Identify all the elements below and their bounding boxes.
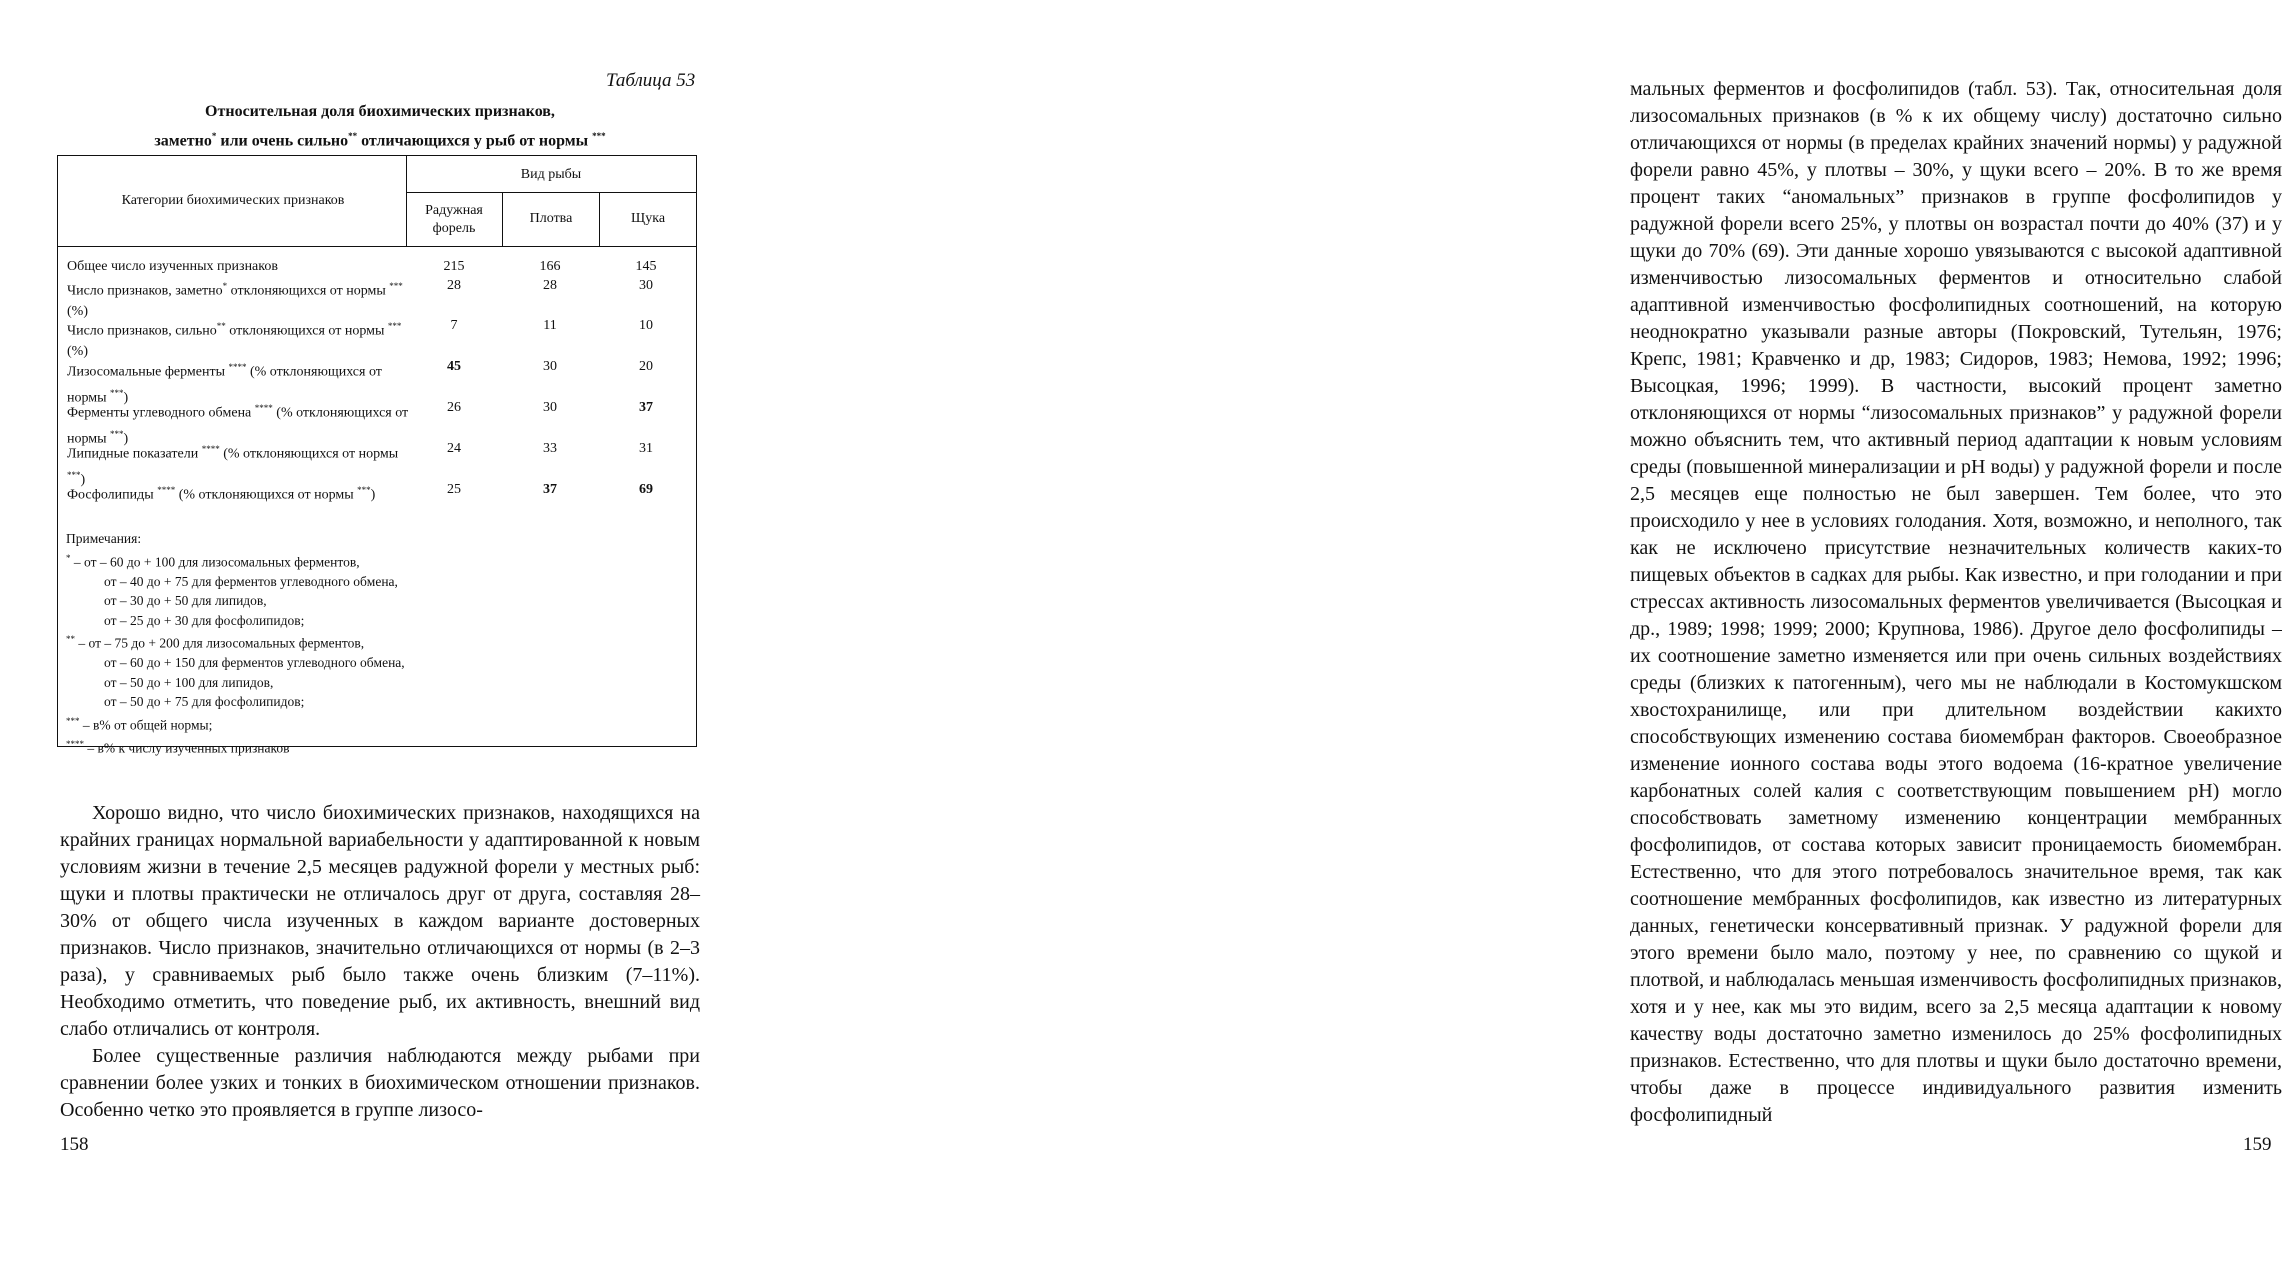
cell: 37 — [543, 482, 557, 497]
note-line: от – 50 до + 100 для липидов, — [104, 674, 274, 690]
cell: 33 — [543, 441, 557, 456]
cell: 145 — [635, 259, 657, 274]
table-notes — [66, 529, 405, 758]
right-page — [800, 0, 2282, 1269]
table-title-line-2: заметно* или очень сильно** отличающихся у рыб от нормы *** — [154, 131, 606, 150]
note-line: **** – в% к числу изученных признаков — [66, 738, 290, 755]
page-number: 158 — [60, 1134, 89, 1155]
cell: 30 — [639, 278, 653, 293]
row-label: Липидные показатели **** (% отклоняющихся от нормы ***) — [67, 444, 399, 488]
cell: 37 — [639, 400, 653, 415]
note-line: от – 50 до + 75 для фосфолипидов; — [104, 694, 305, 709]
cell: 28 — [447, 278, 461, 293]
row-label: Число признаков, заметно* отклоняющихся от нормы *** (%) — [67, 281, 403, 319]
paragraph: мальных ферментов и фосфолипидов (табл. 53). Так, относительная доля лизосомальных признаков (в % к их общему числу) достаточно сильно отличающихся от нормы (в пределах крайних значений нормы) у радужной форели равно 45%, у плотвы – 30%, у щуки всего – 20%. В то же время процент таких “аномальных” признаков в группе фосфолипидов у радужной форели всего 25%, у плотвы он возрастал почти до 40% (37) и у щуки до 70% (69). Эти данные хорошо увязываются с высокой адаптивной изменчивостью лизосомальных ферментов и относительно слабой адаптивной изменчивостью фосфолипидных соотношений, на которую неоднократно указывали разные авторы (Покровский, Тутельян, 1976; Крепс, 1981; Кравченко и др, 1983; Сидоров, 1983; Немова, 1992; 1996; Высоцкая, 1996; 1999). В частности, высокий процент заметно отклоняющихся от нормы “лизосомальных признаков” у радужной форели можно объяснить тем, что активный период адаптации к новым условиям среды (повышенной минерализации и рН воды) у радужной форели и после 2,5 месяцев еще полностью не был завершен. Тем более, что это происходило у нее в условиях голодания. Хотя, возможно, и неполного, так как не исключено присутствие незначительных количеств каких-то пищевых объектов в садках для рыбы. Как известно, и при голодании и при стрессах активность лизосомальных ферментов увеличивается (Высоцкая и др., 1989; 1998; 1999; 2000; Крупнова, 1986). Другое дело фосфолипиды – их соотношение заметно изменяется или при очень сильных воздействиях среды (близких к патогенным), чего мы не наблюдали в Костомукшском хвостохранилище, или при длительном воздействии какихто способствующих изменению состава биомембран факторов. Своеобразное изменение ионного состава воды этого водоема (16-кратное увеличение карбонатных солей калия с соответствующим повышением рН) могло способствовать заметному изменению концентрации мембранных фосфолипидов, от состава которых зависит проницаемость биомембран. Естественно, что для этого потребовалось значительное время, так как соотношение мембранных фосфолипидов, как известно из литературных данных, генетически консервативный признак. У радужной форели для этого времени было мало, поэтому у нее, по сравнению со щукой и плотвой, и наблюдалась меньшая изменчивость фосфолипидных признаков, хотя и у нее, как мы это видим, всего за 2,5 месяца адаптации к новому качеству воды достаточно заметно изменилось до 25% фосфолипидных признаков. Естественно, что для плотвы и щуки было достаточно времени, чтобы даже в процессе индивидуального развития изменить фосфолипидный — [1630, 78, 2282, 1126]
header-rainbow-trout: Радужная форель — [425, 203, 483, 236]
body-text-left — [60, 800, 700, 1124]
row-label: Фосфолипиды **** (% отклоняющихся от нормы ***) — [67, 485, 376, 503]
note-line: от – 40 до + 75 для ферментов углеводного обмена, — [104, 573, 398, 589]
cell: 11 — [543, 318, 557, 333]
body-text-right — [1630, 76, 2282, 1129]
cell: 20 — [639, 359, 653, 374]
row-label: Общее число изученных признаков — [67, 259, 278, 274]
cell: 28 — [543, 278, 557, 293]
header-category: Категории биохимических признаков — [121, 193, 345, 208]
cell: 69 — [639, 482, 653, 497]
cell: 45 — [447, 359, 461, 374]
page-number: 159 — [2243, 1134, 2272, 1155]
note-line: *** – в% от общей нормы; — [66, 715, 213, 732]
header-roach: Плотва — [529, 211, 573, 226]
table-label: Таблица 53 — [606, 70, 696, 91]
cell: 30 — [543, 359, 557, 374]
cell: 24 — [447, 441, 461, 456]
row-label: Ферменты углеводного обмена **** (% отклоняющихся от нормы ***) — [67, 403, 409, 447]
notes-title: Примечания: — [66, 531, 142, 546]
header-pike: Щука — [630, 211, 666, 226]
data-table — [57, 155, 697, 755]
table-row — [58, 480, 696, 520]
cell: 10 — [639, 318, 653, 333]
cell: 166 — [539, 259, 561, 274]
cell: 30 — [543, 400, 557, 415]
left-page — [0, 0, 790, 1269]
row-label: Число признаков, сильно** отклоняющихся от нормы *** (%) — [67, 321, 402, 359]
note-line: * – от – 60 до + 100 для лизосомальных ферментов, — [66, 552, 360, 569]
table-title — [60, 100, 700, 153]
header-fish-species: Вид рыбы — [520, 167, 582, 182]
note-line: от – 60 до + 150 для ферментов углеводного обмена, — [104, 655, 405, 670]
table-title-line-1: Относительная доля биохимических признаков, — [205, 103, 555, 120]
table-row — [58, 398, 696, 447]
note-line: от – 30 до + 50 для липидов, — [104, 593, 267, 608]
table-row — [58, 357, 696, 406]
cell: 26 — [447, 400, 461, 415]
cell: 25 — [447, 482, 461, 497]
paragraph: Хорошо видно, что число биохимических признаков, находящихся на крайних границах нормальной вариабельности у адаптированной к новым условиям жизни в течение 2,5 месяцев радужной форели у местных рыб: щуки и плотвы практически не отличалось друг от друга, составляя 28–30% от общего числа изученных в каждом варианте достоверных признаков. Число признаков, значительно отличающихся от нормы (в 2–3 раза), у сравниваемых рыб было также очень близким (7–11%). Необходимо отметить, что поведение рыб, их активность, внешний вид слабо отличались от контроля. — [60, 802, 700, 1040]
note-line: ** – от – 75 до + 200 для лизосомальных ферментов, — [66, 634, 365, 651]
table-row — [58, 439, 696, 488]
cell: 31 — [639, 441, 653, 456]
cell: 215 — [443, 259, 465, 274]
paragraph: Более существенные различия наблюдаются между рыбами при сравнении более узких и тонких в биохимическом отношении признаков. Особенно четко это проявляется в группе лизосо- — [60, 1045, 700, 1121]
cell: 7 — [450, 318, 458, 333]
table-row — [58, 276, 696, 319]
note-line: от – 25 до + 30 для фосфолипидов; — [104, 612, 305, 628]
row-label: Лизосомальные ферменты **** (% отклоняющихся от нормы ***) — [67, 362, 382, 406]
table-row — [58, 316, 696, 359]
